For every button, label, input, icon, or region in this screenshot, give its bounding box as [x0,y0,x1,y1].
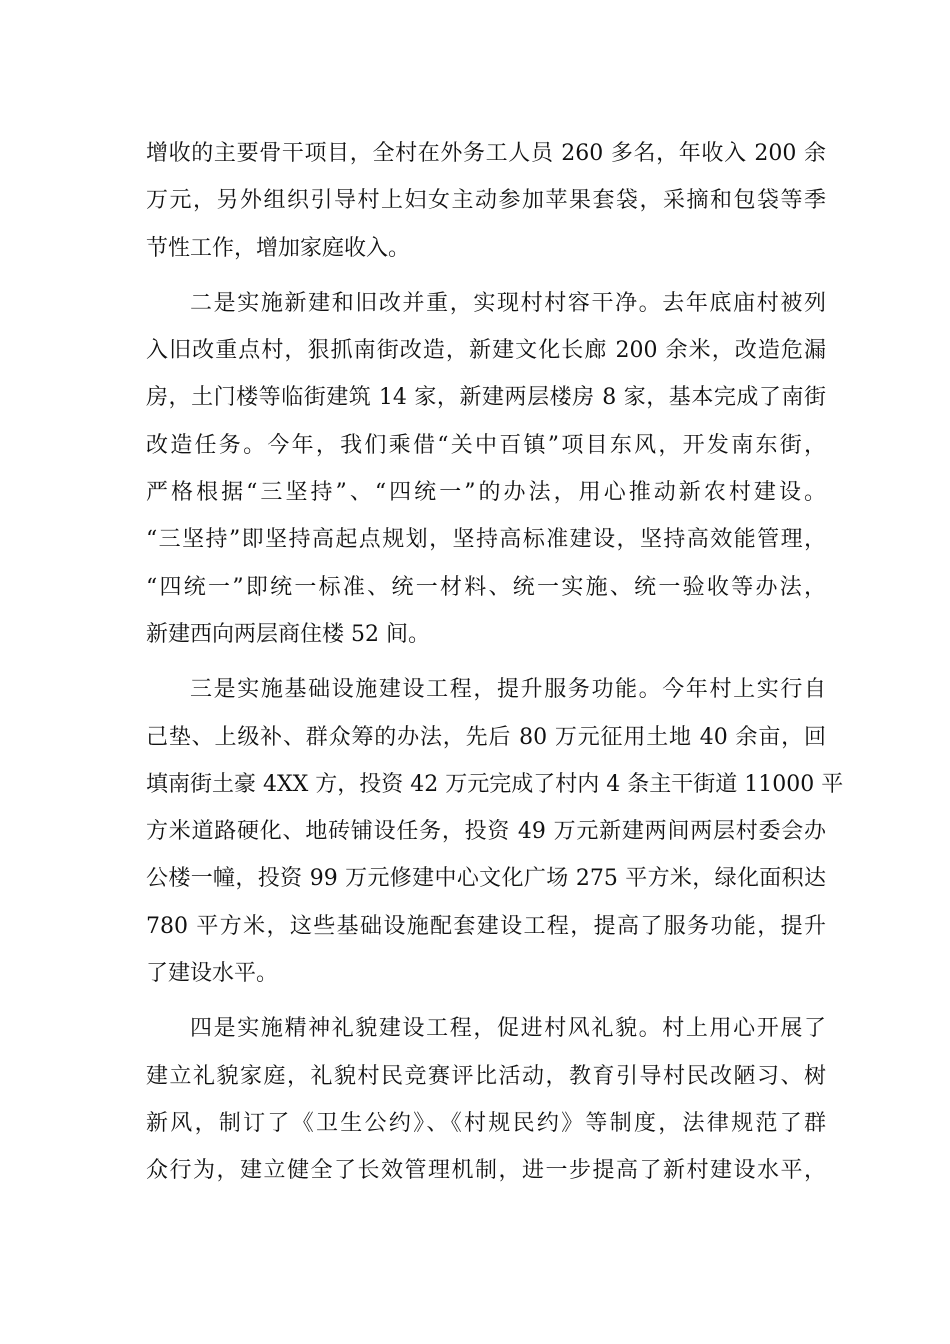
text-line: “四统一”即统一标准、统一材料、统一实施、统一验收等办法， [146,574,826,600]
text-line: 万元，另外组织引导村上妇女主动参加苹果套袋，采摘和包袋等季 [146,188,826,214]
text-line: 改造任务。今年，我们乘借“关中百镇”项目东风，开发南东街， [146,432,826,458]
text-line: 四是实施精神礼貌建设工程，促进村风礼貌。村上用心开展了 [190,1016,826,1042]
text-line: 三是实施基础设施建设工程，提升服务功能。今年村上实行自 [190,677,826,703]
paragraph [146,1005,826,1194]
paragraph [146,130,826,272]
paragraph [146,666,844,997]
text-line: 了建设水平。 [146,961,279,987]
text-line: 房，土门楼等临街建筑 14 家，新建两层楼房 8 家，基本完成了南街 [146,385,826,411]
text-line: 填南街土豪 4XX 方，投资 42 万元完成了村内 4 条主干街道 11000 平 [146,771,844,797]
text-line: 众行为，建立健全了长效管理机制，进一步提高了新村建设水平， [146,1158,826,1184]
document-body [146,130,844,1195]
text-line: 新建西向两层商住楼 52 间。 [146,621,430,647]
text-line: 入旧改重点村，狠抓南街改造，新建文化长廊 200 余米，改造危漏 [146,338,826,364]
text-line: 节性工作，增加家庭收入。 [146,235,411,261]
text-line: 公楼一幢，投资 99 万元修建中心文化广场 275 平方米，绿化面积达 [146,866,826,892]
text-line: 己垫、上级补、群众筹的办法，先后 80 万元征用土地 40 余亩，回 [146,724,826,750]
text-line: 新风，制订了《卫生公约》、《村规民约》等制度，法律规范了群 [146,1110,826,1136]
paragraph [146,280,826,658]
text-line: 严格根据“三坚持”、“四统一”的办法，用心推动新农村建设。 [146,480,826,506]
text-line: 增收的主要骨干项目，全村在外务工人员 260 多名，年收入 200 余 [146,141,826,166]
text-line: 建立礼貌家庭，礼貌村民竞赛评比活动，教育引导村民改陋习、树 [146,1063,826,1089]
text-line: 方米道路硬化、地砖铺设任务，投资 49 万元新建两间两层村委会办 [146,819,826,845]
text-line: 780 平方米，这些基础设施配套建设工程，提高了服务功能，提升 [146,913,826,939]
text-line: 二是实施新建和旧改并重，实现村村容干净。去年底庙村被列 [190,290,826,316]
text-line: “三坚持”即坚持高起点规划，坚持高标准建设，坚持高效能管理， [146,527,826,553]
